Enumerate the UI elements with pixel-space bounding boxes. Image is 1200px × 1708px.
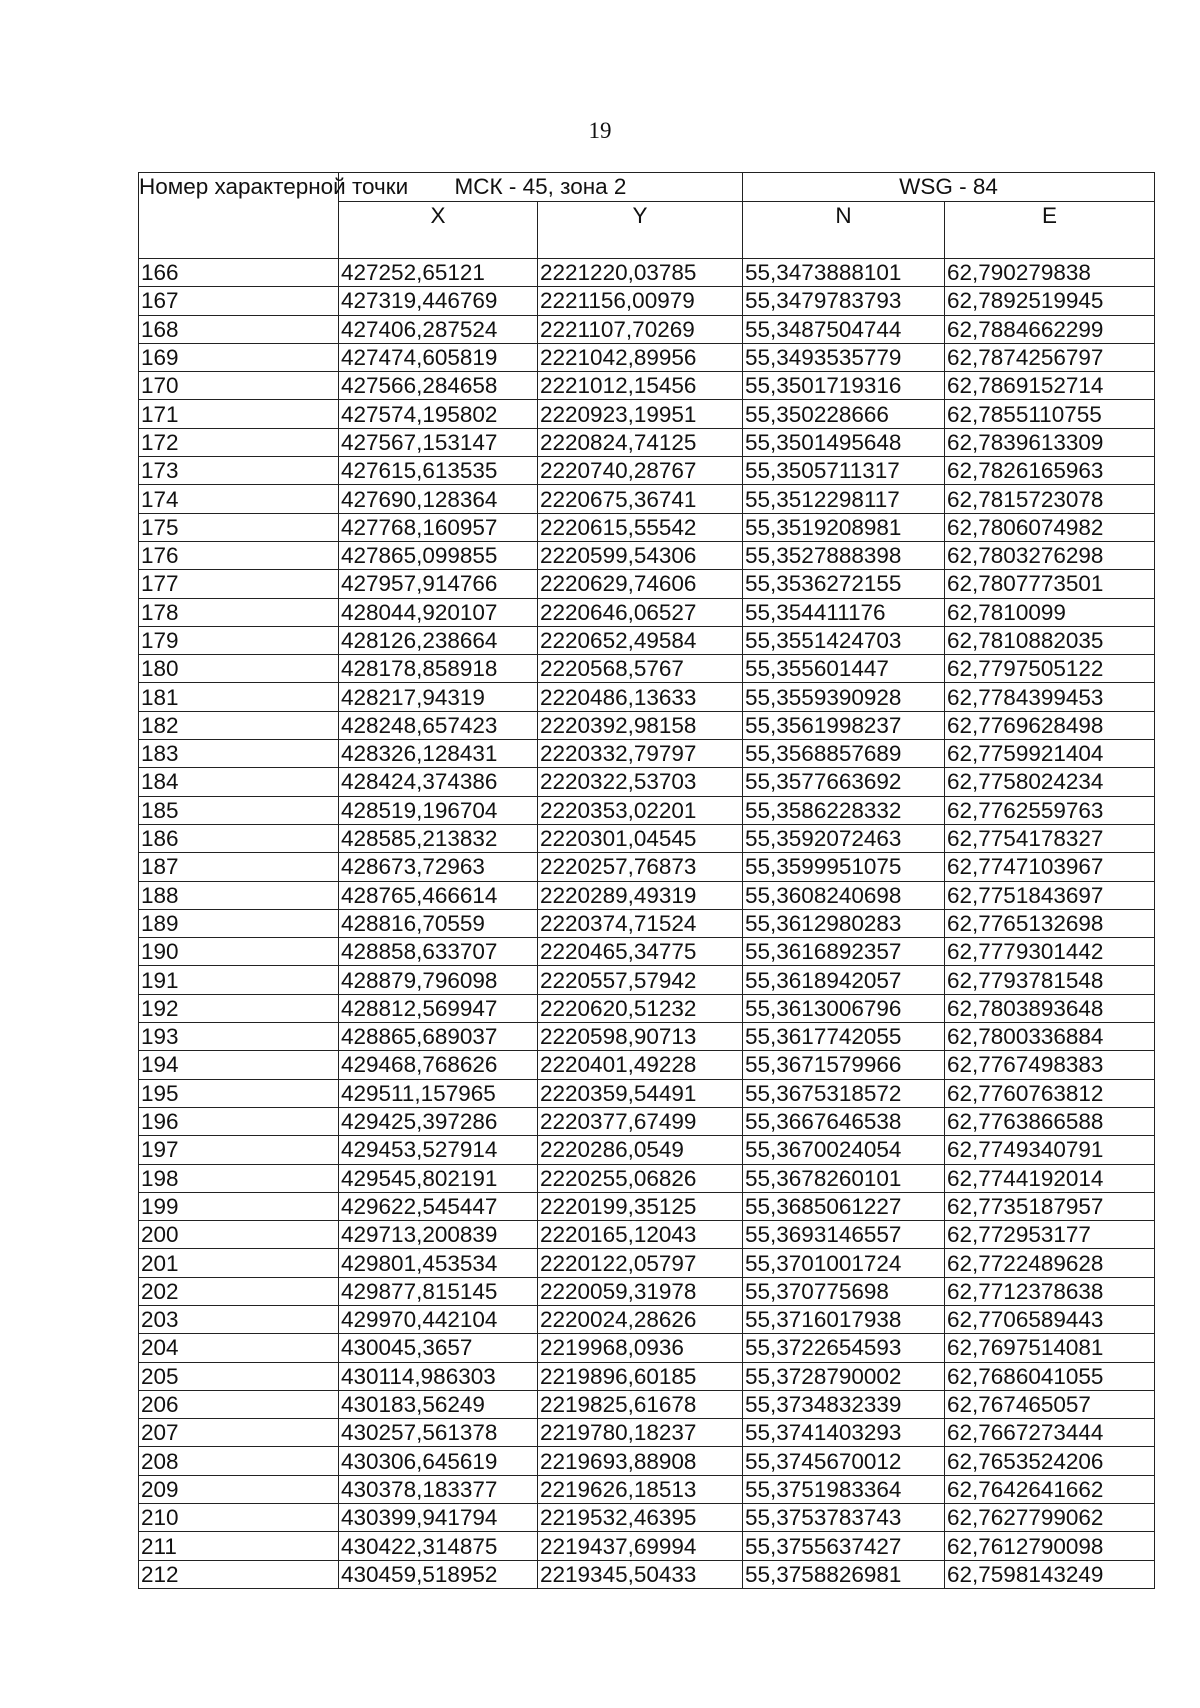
table-row	[139, 824, 1155, 852]
e-cell: 62,7765132698	[945, 909, 1155, 937]
n-cell: 55,3608240698	[743, 881, 945, 909]
n-cell: 55,3734832339	[743, 1390, 945, 1418]
n-cell: 55,3758826981	[743, 1560, 945, 1588]
n-cell: 55,3613006796	[743, 994, 945, 1022]
e-header: E	[945, 202, 1155, 259]
n-cell: 55,3667646538	[743, 1107, 945, 1135]
n-cell: 55,3755637427	[743, 1532, 945, 1560]
x-cell: 430114,986303	[339, 1362, 538, 1390]
n-cell: 55,3722654593	[743, 1334, 945, 1362]
point-number-cell: 200	[139, 1221, 339, 1249]
y-cell: 2220024,28626	[538, 1305, 743, 1333]
point-number-cell: 170	[139, 372, 339, 400]
point-number-cell: 198	[139, 1164, 339, 1192]
point-number-cell: 176	[139, 541, 339, 569]
y-cell: 2220374,71524	[538, 909, 743, 937]
table-row	[139, 372, 1155, 400]
e-cell: 62,7749340791	[945, 1136, 1155, 1164]
y-cell: 2220598,90713	[538, 1023, 743, 1051]
point-number-cell: 177	[139, 570, 339, 598]
point-number-cell: 186	[139, 824, 339, 852]
y-cell: 2220557,57942	[538, 966, 743, 994]
x-cell: 427566,284658	[339, 372, 538, 400]
y-cell: 2221042,89956	[538, 343, 743, 371]
point-number-cell: 185	[139, 796, 339, 824]
x-cell: 427252,65121	[339, 259, 538, 287]
x-cell: 430422,314875	[339, 1532, 538, 1560]
x-cell: 428858,633707	[339, 938, 538, 966]
e-cell: 62,7722489628	[945, 1249, 1155, 1277]
n-cell: 55,355601447	[743, 655, 945, 683]
y-cell: 2219437,69994	[538, 1532, 743, 1560]
n-cell: 55,3741403293	[743, 1419, 945, 1447]
table-row	[139, 1079, 1155, 1107]
point-number-cell: 193	[139, 1023, 339, 1051]
y-cell: 2220486,13633	[538, 683, 743, 711]
y-cell: 2219780,18237	[538, 1419, 743, 1447]
x-cell: 428248,657423	[339, 711, 538, 739]
x-cell: 429970,442104	[339, 1305, 538, 1333]
point-number-cell: 173	[139, 457, 339, 485]
y-cell: 2220401,49228	[538, 1051, 743, 1079]
y-cell: 2220332,79797	[538, 740, 743, 768]
y-cell: 2220620,51232	[538, 994, 743, 1022]
n-cell: 55,3616892357	[743, 938, 945, 966]
x-cell: 427615,613535	[339, 457, 538, 485]
e-cell: 62,7763866588	[945, 1107, 1155, 1135]
e-cell: 62,7869152714	[945, 372, 1155, 400]
table-row	[139, 853, 1155, 881]
e-cell: 62,7767498383	[945, 1051, 1155, 1079]
e-cell: 62,7800336884	[945, 1023, 1155, 1051]
e-cell: 62,7803276298	[945, 541, 1155, 569]
table-row	[139, 485, 1155, 513]
point-number-cell: 203	[139, 1305, 339, 1333]
e-cell: 62,7797505122	[945, 655, 1155, 683]
n-cell: 55,3493535779	[743, 343, 945, 371]
e-cell: 62,7751843697	[945, 881, 1155, 909]
table-row	[139, 1447, 1155, 1475]
x-cell: 430045,3657	[339, 1334, 538, 1362]
e-cell: 62,7744192014	[945, 1164, 1155, 1192]
table-row	[139, 513, 1155, 541]
coordinates-table	[138, 172, 1155, 1589]
n-cell: 55,3501719316	[743, 372, 945, 400]
e-cell: 62,7769628498	[945, 711, 1155, 739]
n-cell: 55,3678260101	[743, 1164, 945, 1192]
e-cell: 62,7735187957	[945, 1192, 1155, 1220]
n-cell: 55,3519208981	[743, 513, 945, 541]
y-cell: 2220359,54491	[538, 1079, 743, 1107]
table-header	[139, 173, 1155, 259]
n-cell: 55,3599951075	[743, 853, 945, 881]
y-cell: 2219626,18513	[538, 1475, 743, 1503]
x-cell: 430459,518952	[339, 1560, 538, 1588]
point-number-cell: 181	[139, 683, 339, 711]
y-cell: 2219693,88908	[538, 1447, 743, 1475]
e-cell: 62,7806074982	[945, 513, 1155, 541]
e-cell: 62,7706589443	[945, 1305, 1155, 1333]
n-header: N	[743, 202, 945, 259]
x-cell: 430183,56249	[339, 1390, 538, 1418]
table-row	[139, 428, 1155, 456]
x-cell: 427474,605819	[339, 343, 538, 371]
point-number-cell: 182	[139, 711, 339, 739]
n-cell: 55,3716017938	[743, 1305, 945, 1333]
y-cell: 2220652,49584	[538, 626, 743, 654]
table-row	[139, 570, 1155, 598]
point-number-cell: 175	[139, 513, 339, 541]
e-cell: 62,7697514081	[945, 1334, 1155, 1362]
y-cell: 2220923,19951	[538, 400, 743, 428]
y-cell: 2220377,67499	[538, 1107, 743, 1135]
x-cell: 428816,70559	[339, 909, 538, 937]
point-number-cell: 199	[139, 1192, 339, 1220]
n-cell: 55,3753783743	[743, 1504, 945, 1532]
e-cell: 62,7762559763	[945, 796, 1155, 824]
point-number-cell: 210	[139, 1504, 339, 1532]
x-cell: 427957,914766	[339, 570, 538, 598]
table-row	[139, 994, 1155, 1022]
point-number-cell: 211	[139, 1532, 339, 1560]
n-cell: 55,3505711317	[743, 457, 945, 485]
e-cell: 62,7747103967	[945, 853, 1155, 881]
e-cell: 62,7686041055	[945, 1362, 1155, 1390]
y-cell: 2220353,02201	[538, 796, 743, 824]
e-cell: 62,7810099	[945, 598, 1155, 626]
y-cell: 2221107,70269	[538, 315, 743, 343]
point-number-cell: 166	[139, 259, 339, 287]
n-cell: 55,3751983364	[743, 1475, 945, 1503]
y-cell: 2220568,5767	[538, 655, 743, 683]
x-cell: 430306,645619	[339, 1447, 538, 1475]
x-cell: 430378,183377	[339, 1475, 538, 1503]
n-cell: 55,3701001724	[743, 1249, 945, 1277]
y-header: Y	[538, 202, 743, 259]
point-number-cell: 188	[139, 881, 339, 909]
n-cell: 55,3487504744	[743, 315, 945, 343]
e-cell: 62,7759921404	[945, 740, 1155, 768]
x-cell: 428044,920107	[339, 598, 538, 626]
e-cell: 62,7815723078	[945, 485, 1155, 513]
table-row	[139, 1362, 1155, 1390]
point-number-cell: 208	[139, 1447, 339, 1475]
point-number-cell: 183	[139, 740, 339, 768]
n-cell: 55,3536272155	[743, 570, 945, 598]
x-cell: 430399,941794	[339, 1504, 538, 1532]
table-row	[139, 1504, 1155, 1532]
n-cell: 55,3551424703	[743, 626, 945, 654]
e-cell: 62,7874256797	[945, 343, 1155, 371]
msk-group-header: МСК - 45, зона 2	[339, 173, 743, 202]
point-number-cell: 212	[139, 1560, 339, 1588]
table-row	[139, 1136, 1155, 1164]
x-cell: 427406,287524	[339, 315, 538, 343]
n-cell: 55,3728790002	[743, 1362, 945, 1390]
n-cell: 55,3693146557	[743, 1221, 945, 1249]
y-cell: 2220629,74606	[538, 570, 743, 598]
x-cell: 427865,099855	[339, 541, 538, 569]
e-cell: 62,790279838	[945, 259, 1155, 287]
table-row	[139, 1277, 1155, 1305]
x-cell: 429877,815145	[339, 1277, 538, 1305]
point-number-cell: 178	[139, 598, 339, 626]
e-cell: 62,7760763812	[945, 1079, 1155, 1107]
y-cell: 2220675,36741	[538, 485, 743, 513]
table-row	[139, 966, 1155, 994]
x-cell: 428673,72963	[339, 853, 538, 881]
wsg-group-header: WSG - 84	[743, 173, 1155, 202]
table-row	[139, 400, 1155, 428]
y-cell: 2219345,50433	[538, 1560, 743, 1588]
n-cell: 55,3559390928	[743, 683, 945, 711]
point-number-header: Номер характерной точки	[139, 173, 339, 259]
x-cell: 428217,94319	[339, 683, 538, 711]
y-cell: 2220199,35125	[538, 1192, 743, 1220]
point-number-cell: 196	[139, 1107, 339, 1135]
e-cell: 62,7892519945	[945, 287, 1155, 315]
n-cell: 55,3512298117	[743, 485, 945, 513]
e-cell: 62,7803893648	[945, 994, 1155, 1022]
x-cell: 428178,858918	[339, 655, 538, 683]
y-cell: 2220392,98158	[538, 711, 743, 739]
n-cell: 55,3501495648	[743, 428, 945, 456]
table-row	[139, 315, 1155, 343]
y-cell: 2220322,53703	[538, 768, 743, 796]
point-number-cell: 197	[139, 1136, 339, 1164]
x-cell: 428879,796098	[339, 966, 538, 994]
table-row	[139, 1023, 1155, 1051]
n-cell: 55,3670024054	[743, 1136, 945, 1164]
y-cell: 2220740,28767	[538, 457, 743, 485]
n-cell: 55,3592072463	[743, 824, 945, 852]
n-cell: 55,354411176	[743, 598, 945, 626]
e-cell: 62,7627799062	[945, 1504, 1155, 1532]
n-cell: 55,370775698	[743, 1277, 945, 1305]
e-cell: 62,7653524206	[945, 1447, 1155, 1475]
table-row	[139, 1249, 1155, 1277]
n-cell: 55,3612980283	[743, 909, 945, 937]
table-row	[139, 541, 1155, 569]
table-row	[139, 1532, 1155, 1560]
x-cell: 427567,153147	[339, 428, 538, 456]
y-cell: 2219968,0936	[538, 1334, 743, 1362]
table-row	[139, 909, 1155, 937]
point-number-cell: 167	[139, 287, 339, 315]
y-cell: 2219532,46395	[538, 1504, 743, 1532]
table-row	[139, 1419, 1155, 1447]
n-cell: 55,3568857689	[743, 740, 945, 768]
x-cell: 429801,453534	[339, 1249, 538, 1277]
point-number-cell: 209	[139, 1475, 339, 1503]
table-row	[139, 881, 1155, 909]
table-row	[139, 796, 1155, 824]
table-row	[139, 683, 1155, 711]
x-cell: 429622,545447	[339, 1192, 538, 1220]
table-row	[139, 768, 1155, 796]
point-number-cell: 207	[139, 1419, 339, 1447]
table-row	[139, 1164, 1155, 1192]
table-row	[139, 1560, 1155, 1588]
x-cell: 429468,768626	[339, 1051, 538, 1079]
e-cell: 62,7712378638	[945, 1277, 1155, 1305]
point-number-cell: 201	[139, 1249, 339, 1277]
table-row	[139, 1390, 1155, 1418]
x-cell: 427319,446769	[339, 287, 538, 315]
y-cell: 2221156,00979	[538, 287, 743, 315]
page-number: 19	[588, 118, 612, 143]
e-cell: 62,7855110755	[945, 400, 1155, 428]
x-cell: 428326,128431	[339, 740, 538, 768]
point-number-cell: 192	[139, 994, 339, 1022]
table-row	[139, 1334, 1155, 1362]
table-row	[139, 740, 1155, 768]
x-cell: 430257,561378	[339, 1419, 538, 1447]
table-row	[139, 655, 1155, 683]
e-cell: 62,7810882035	[945, 626, 1155, 654]
e-cell: 62,7779301442	[945, 938, 1155, 966]
n-cell: 55,3671579966	[743, 1051, 945, 1079]
point-number-cell: 206	[139, 1390, 339, 1418]
x-cell: 429453,527914	[339, 1136, 538, 1164]
e-cell: 62,772953177	[945, 1221, 1155, 1249]
e-cell: 62,7784399453	[945, 683, 1155, 711]
point-number-cell: 174	[139, 485, 339, 513]
y-cell: 2219896,60185	[538, 1362, 743, 1390]
table-row	[139, 1305, 1155, 1333]
x-cell: 428865,689037	[339, 1023, 538, 1051]
y-cell: 2221220,03785	[538, 259, 743, 287]
table-row	[139, 1221, 1155, 1249]
x-header: X	[339, 202, 538, 259]
point-number-cell: 194	[139, 1051, 339, 1079]
x-cell: 429713,200839	[339, 1221, 538, 1249]
table-body	[139, 259, 1155, 1589]
table-row	[139, 598, 1155, 626]
point-number-cell: 168	[139, 315, 339, 343]
table-row	[139, 1475, 1155, 1503]
point-number-cell: 190	[139, 938, 339, 966]
point-number-cell: 171	[139, 400, 339, 428]
point-number-cell: 180	[139, 655, 339, 683]
n-cell: 55,350228666	[743, 400, 945, 428]
y-cell: 2219825,61678	[538, 1390, 743, 1418]
n-cell: 55,3618942057	[743, 966, 945, 994]
table-row	[139, 626, 1155, 654]
table-row	[139, 343, 1155, 371]
y-cell: 2220059,31978	[538, 1277, 743, 1305]
y-cell: 2220824,74125	[538, 428, 743, 456]
y-cell: 2220286,0549	[538, 1136, 743, 1164]
e-cell: 62,7884662299	[945, 315, 1155, 343]
y-cell: 2221012,15456	[538, 372, 743, 400]
n-cell: 55,3745670012	[743, 1447, 945, 1475]
n-cell: 55,3527888398	[743, 541, 945, 569]
point-number-cell: 184	[139, 768, 339, 796]
e-cell: 62,767465057	[945, 1390, 1155, 1418]
x-cell: 428585,213832	[339, 824, 538, 852]
e-cell: 62,7612790098	[945, 1532, 1155, 1560]
x-cell: 429511,157965	[339, 1079, 538, 1107]
y-cell: 2220599,54306	[538, 541, 743, 569]
point-number-cell: 191	[139, 966, 339, 994]
e-cell: 62,7598143249	[945, 1560, 1155, 1588]
table-row	[139, 457, 1155, 485]
x-cell: 428424,374386	[339, 768, 538, 796]
e-cell: 62,7754178327	[945, 824, 1155, 852]
table-row	[139, 1107, 1155, 1135]
y-cell: 2220165,12043	[538, 1221, 743, 1249]
e-cell: 62,7642641662	[945, 1475, 1155, 1503]
table-row	[139, 711, 1155, 739]
x-cell: 427768,160957	[339, 513, 538, 541]
x-cell: 427690,128364	[339, 485, 538, 513]
n-cell: 55,3473888101	[743, 259, 945, 287]
x-cell: 428126,238664	[339, 626, 538, 654]
table-row	[139, 938, 1155, 966]
e-cell: 62,7839613309	[945, 428, 1155, 456]
table-row	[139, 259, 1155, 287]
y-cell: 2220257,76873	[538, 853, 743, 881]
e-cell: 62,7758024234	[945, 768, 1155, 796]
y-cell: 2220301,04545	[538, 824, 743, 852]
point-number-cell: 189	[139, 909, 339, 937]
e-cell: 62,7807773501	[945, 570, 1155, 598]
y-cell: 2220646,06527	[538, 598, 743, 626]
point-number-cell: 205	[139, 1362, 339, 1390]
x-cell: 428765,466614	[339, 881, 538, 909]
e-cell: 62,7793781548	[945, 966, 1155, 994]
n-cell: 55,3617742055	[743, 1023, 945, 1051]
e-cell: 62,7826165963	[945, 457, 1155, 485]
n-cell: 55,3685061227	[743, 1192, 945, 1220]
point-number-cell: 204	[139, 1334, 339, 1362]
x-cell: 429425,397286	[339, 1107, 538, 1135]
n-cell: 55,3675318572	[743, 1079, 945, 1107]
x-cell: 428519,196704	[339, 796, 538, 824]
x-cell: 428812,569947	[339, 994, 538, 1022]
n-cell: 55,3561998237	[743, 711, 945, 739]
n-cell: 55,3577663692	[743, 768, 945, 796]
x-cell: 427574,195802	[339, 400, 538, 428]
table-row	[139, 1192, 1155, 1220]
y-cell: 2220289,49319	[538, 881, 743, 909]
y-cell: 2220615,55542	[538, 513, 743, 541]
table-row	[139, 287, 1155, 315]
point-number-cell: 187	[139, 853, 339, 881]
point-number-cell: 179	[139, 626, 339, 654]
point-number-cell: 202	[139, 1277, 339, 1305]
x-cell: 429545,802191	[339, 1164, 538, 1192]
y-cell: 2220465,34775	[538, 938, 743, 966]
e-cell: 62,7667273444	[945, 1419, 1155, 1447]
y-cell: 2220122,05797	[538, 1249, 743, 1277]
n-cell: 55,3586228332	[743, 796, 945, 824]
point-number-cell: 195	[139, 1079, 339, 1107]
point-number-cell: 169	[139, 343, 339, 371]
table-row	[139, 1051, 1155, 1079]
y-cell: 2220255,06826	[538, 1164, 743, 1192]
n-cell: 55,3479783793	[743, 287, 945, 315]
point-number-cell: 172	[139, 428, 339, 456]
